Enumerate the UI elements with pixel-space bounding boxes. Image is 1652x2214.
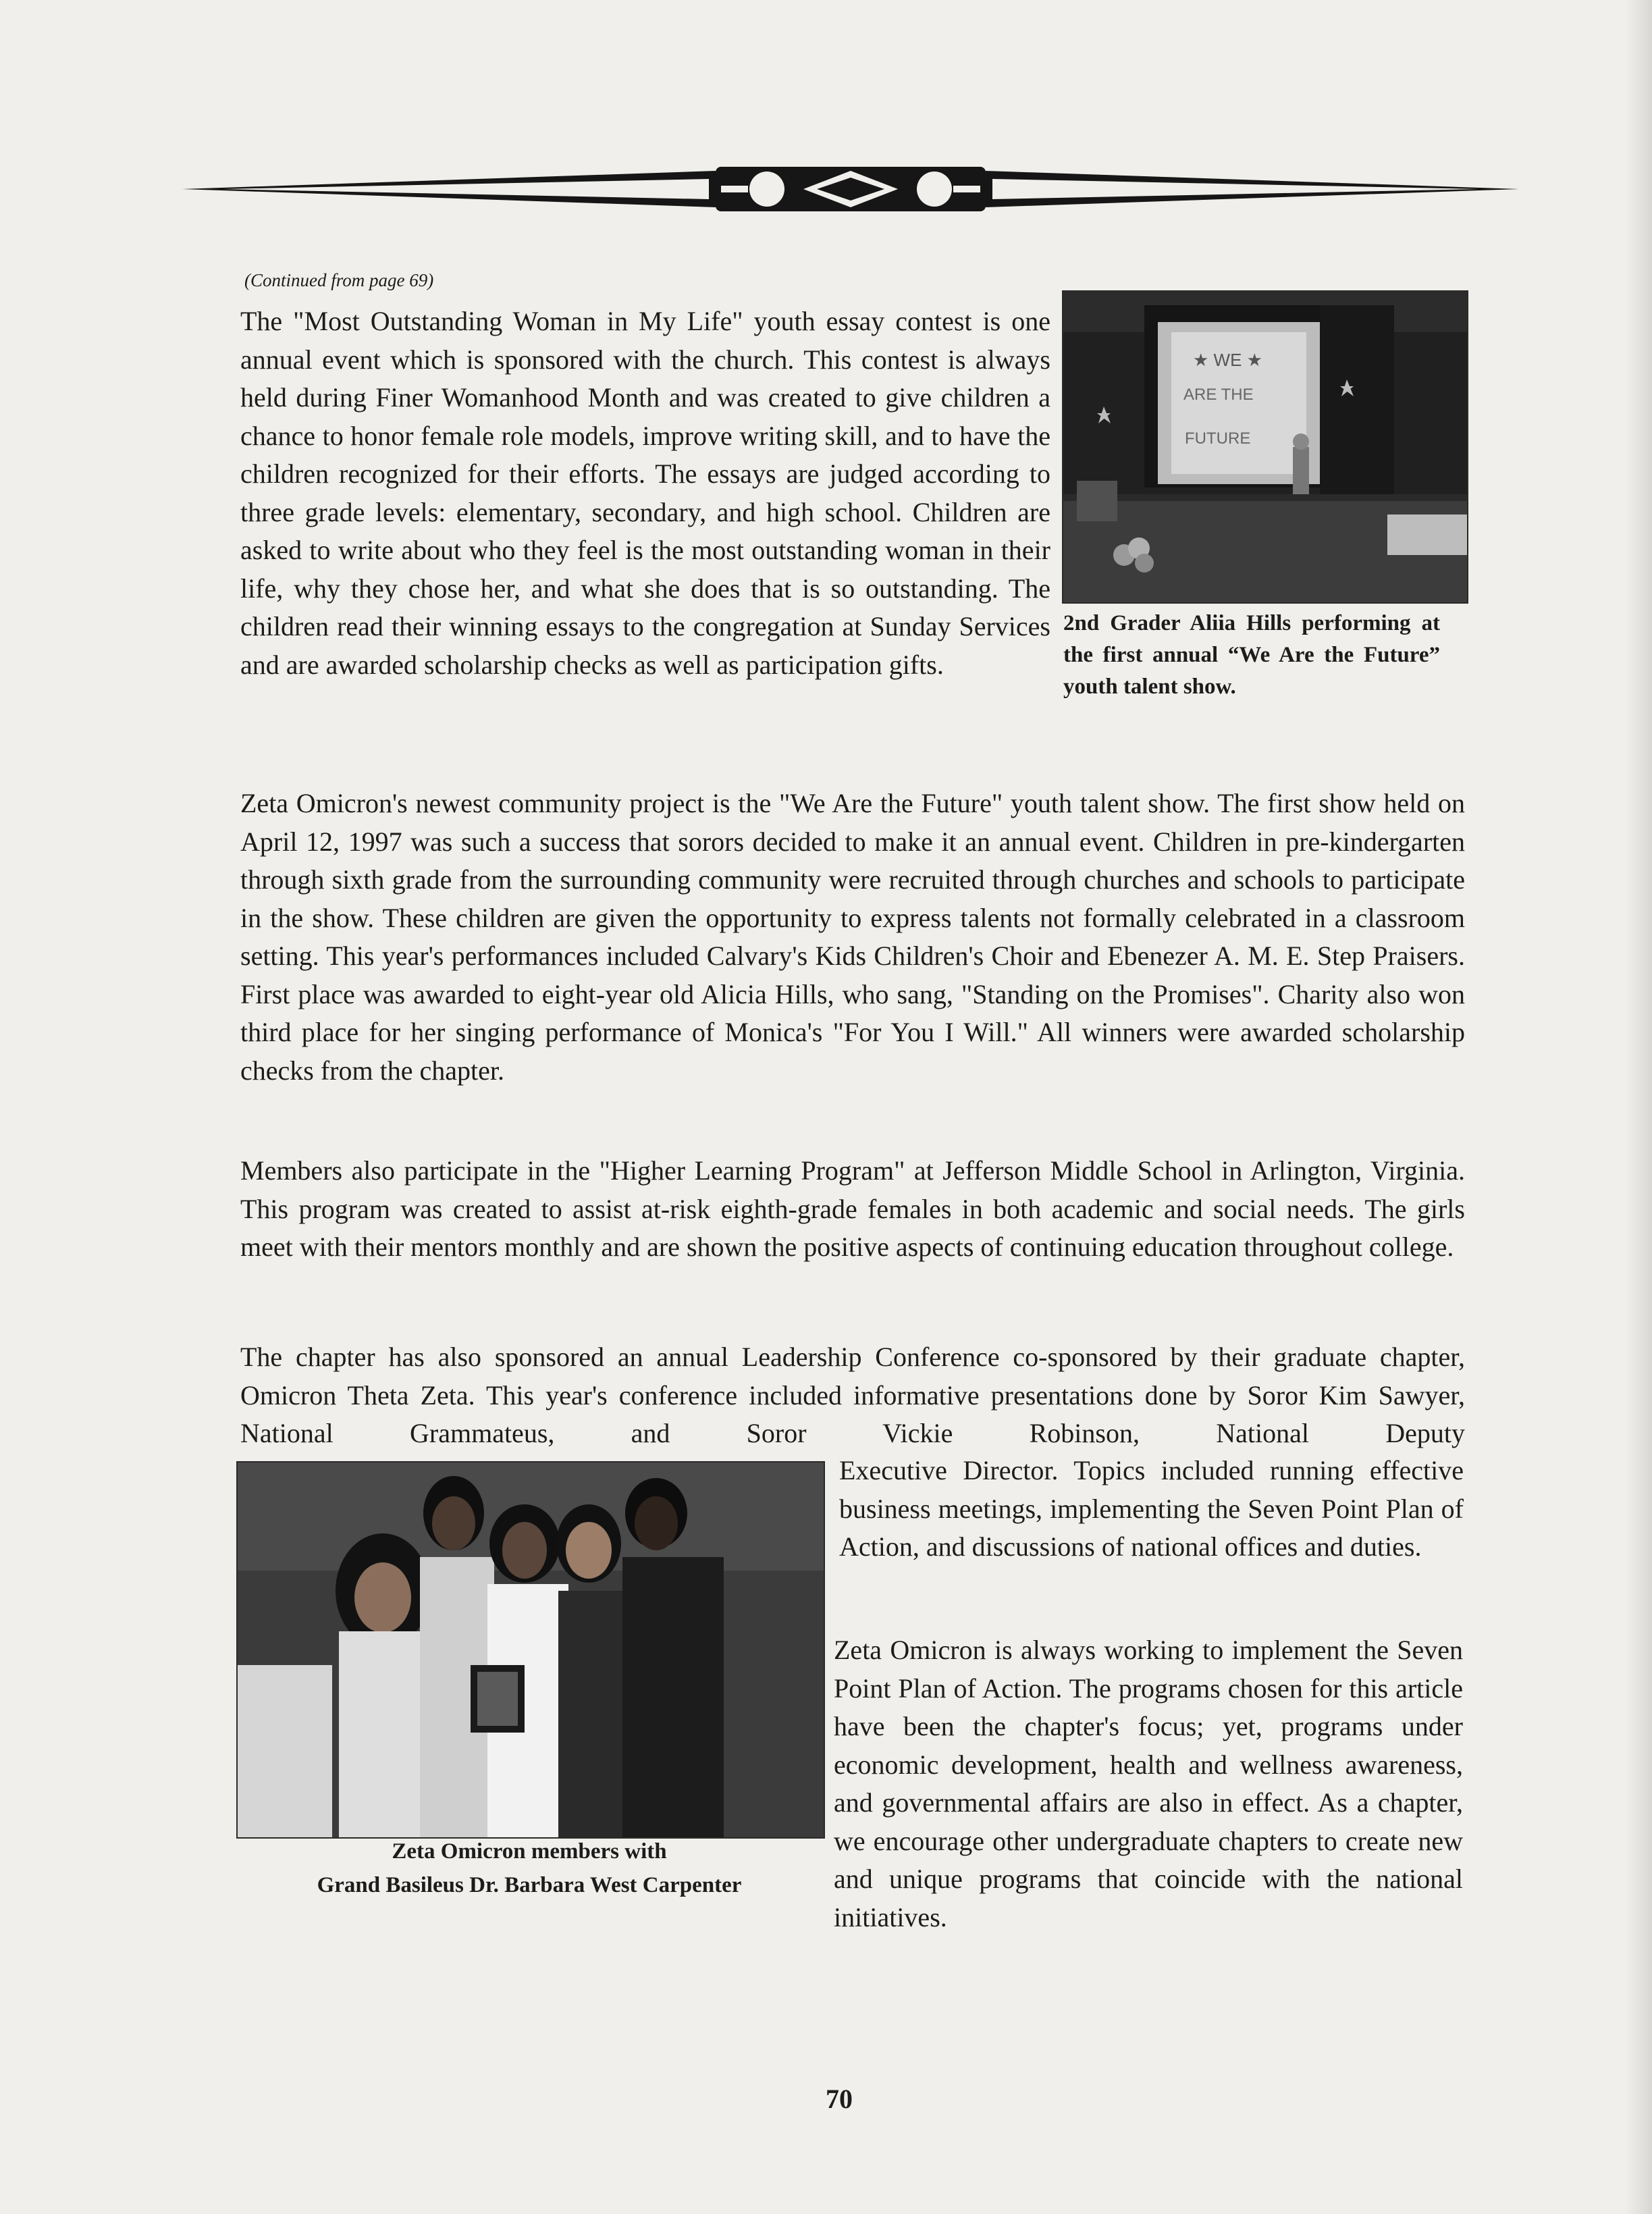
higher-learning-paragraph: Members also participate in the "Higher Learning Program" at Jefferson Middle School in Arlington, Virginia. This program was created to assist at-risk eighth-grade females in both academic and social needs. The girls meet with their mentors monthly and are shown the positive aspects of continuing education throughout college. [240,1155,1465,1262]
leadership-conference-paragraph: The chapter has also sponsored an annual Leadership Conference co-sponsored by their graduate chapter, Omicron Theta Zeta. This year's conference included informative presentations done by Soror Kim Sawyer, National Grammateus, and Soror Vickie Robinson, National Deputy [240,1342,1465,1448]
svg-text:FUTURE: FUTURE [1185,429,1251,448]
members-photo [236,1461,825,1839]
closing-paragraph: Zeta Omicron is always working to implement the Seven Point Plan of Action. The programs chosen for this article have been the chapter's focus; yet, programs under economic development, health and wellness awareness, and governmental affairs are also in effect. As a chapter, we encourage other undergraduate chapters to create new and unique programs that coincide with the national initiatives. [834,1635,1463,1932]
members-photo-caption [236,1835,822,1902]
svg-text:★ WE ★: ★ WE ★ [1193,350,1262,370]
page-number: 70 [826,2084,853,2114]
talent-show-photo [1062,290,1468,604]
members-caption-line-1: Zeta Omicron members with [392,1839,667,1864]
continued-from-note: (Continued from page 69) [244,270,434,290]
svg-text:ARE THE: ARE THE [1183,386,1254,404]
decorative-divider [182,159,1519,219]
talent-show-paragraph: Zeta Omicron's newest community project is the "We Are the Future" youth talent show. The first show held on April 12, 1997 was such a success that sorors decided to make it an annual event. Children in pre-kindergarten through sixth grade from the surrounding community were recruited through churches and schools to participate in the show. These children are given the opportunity to express talents not formally celebrated in a classroom setting. This year's performances included Calvary's Kids Children's Choir and Ebenezer A. M. E. Step Praisers. First place was awarded to eight-year old Alicia Hills, who sang, "Standing on the Promises". Charity also won third place for her singing performance of Monica's "For You I Will." All winners were awarded scholarship checks from the chapter. [240,788,1465,1086]
essay-contest-paragraph: The "Most Outstanding Woman in My Life" youth essay contest is one annual event which is sponsored with the church. This contest is always held during Finer Womanhood Month and was created to give children a chance to honor female role models, improve writing skill, and to have the children recognized for their efforts. The essays are judged according to three grade levels: elementary, secondary, and high school. Children are asked to write about who they feel is the most outstanding woman in their life, why they chose her, and what she does that is so outstanding. The children read their winning essays to the congregation at Sunday Services and are awarded scholarship checks as well as participation gifts. [240,306,1050,680]
members-caption-line-2: Grand Basileus Dr. Barbara West Carpenter [317,1873,742,1897]
leadership-conference-continuation: Executive Director. Topics included running effective business meetings, implementing the Seven Point Plan of Action, and discussions of national offices and duties. [839,1455,1464,1562]
talent-photo-caption: 2nd Grader Aliia Hills performing at the first annual “We Are the Future” youth talent show. [1063,611,1440,699]
page-edge-shadow [1625,0,1652,2214]
